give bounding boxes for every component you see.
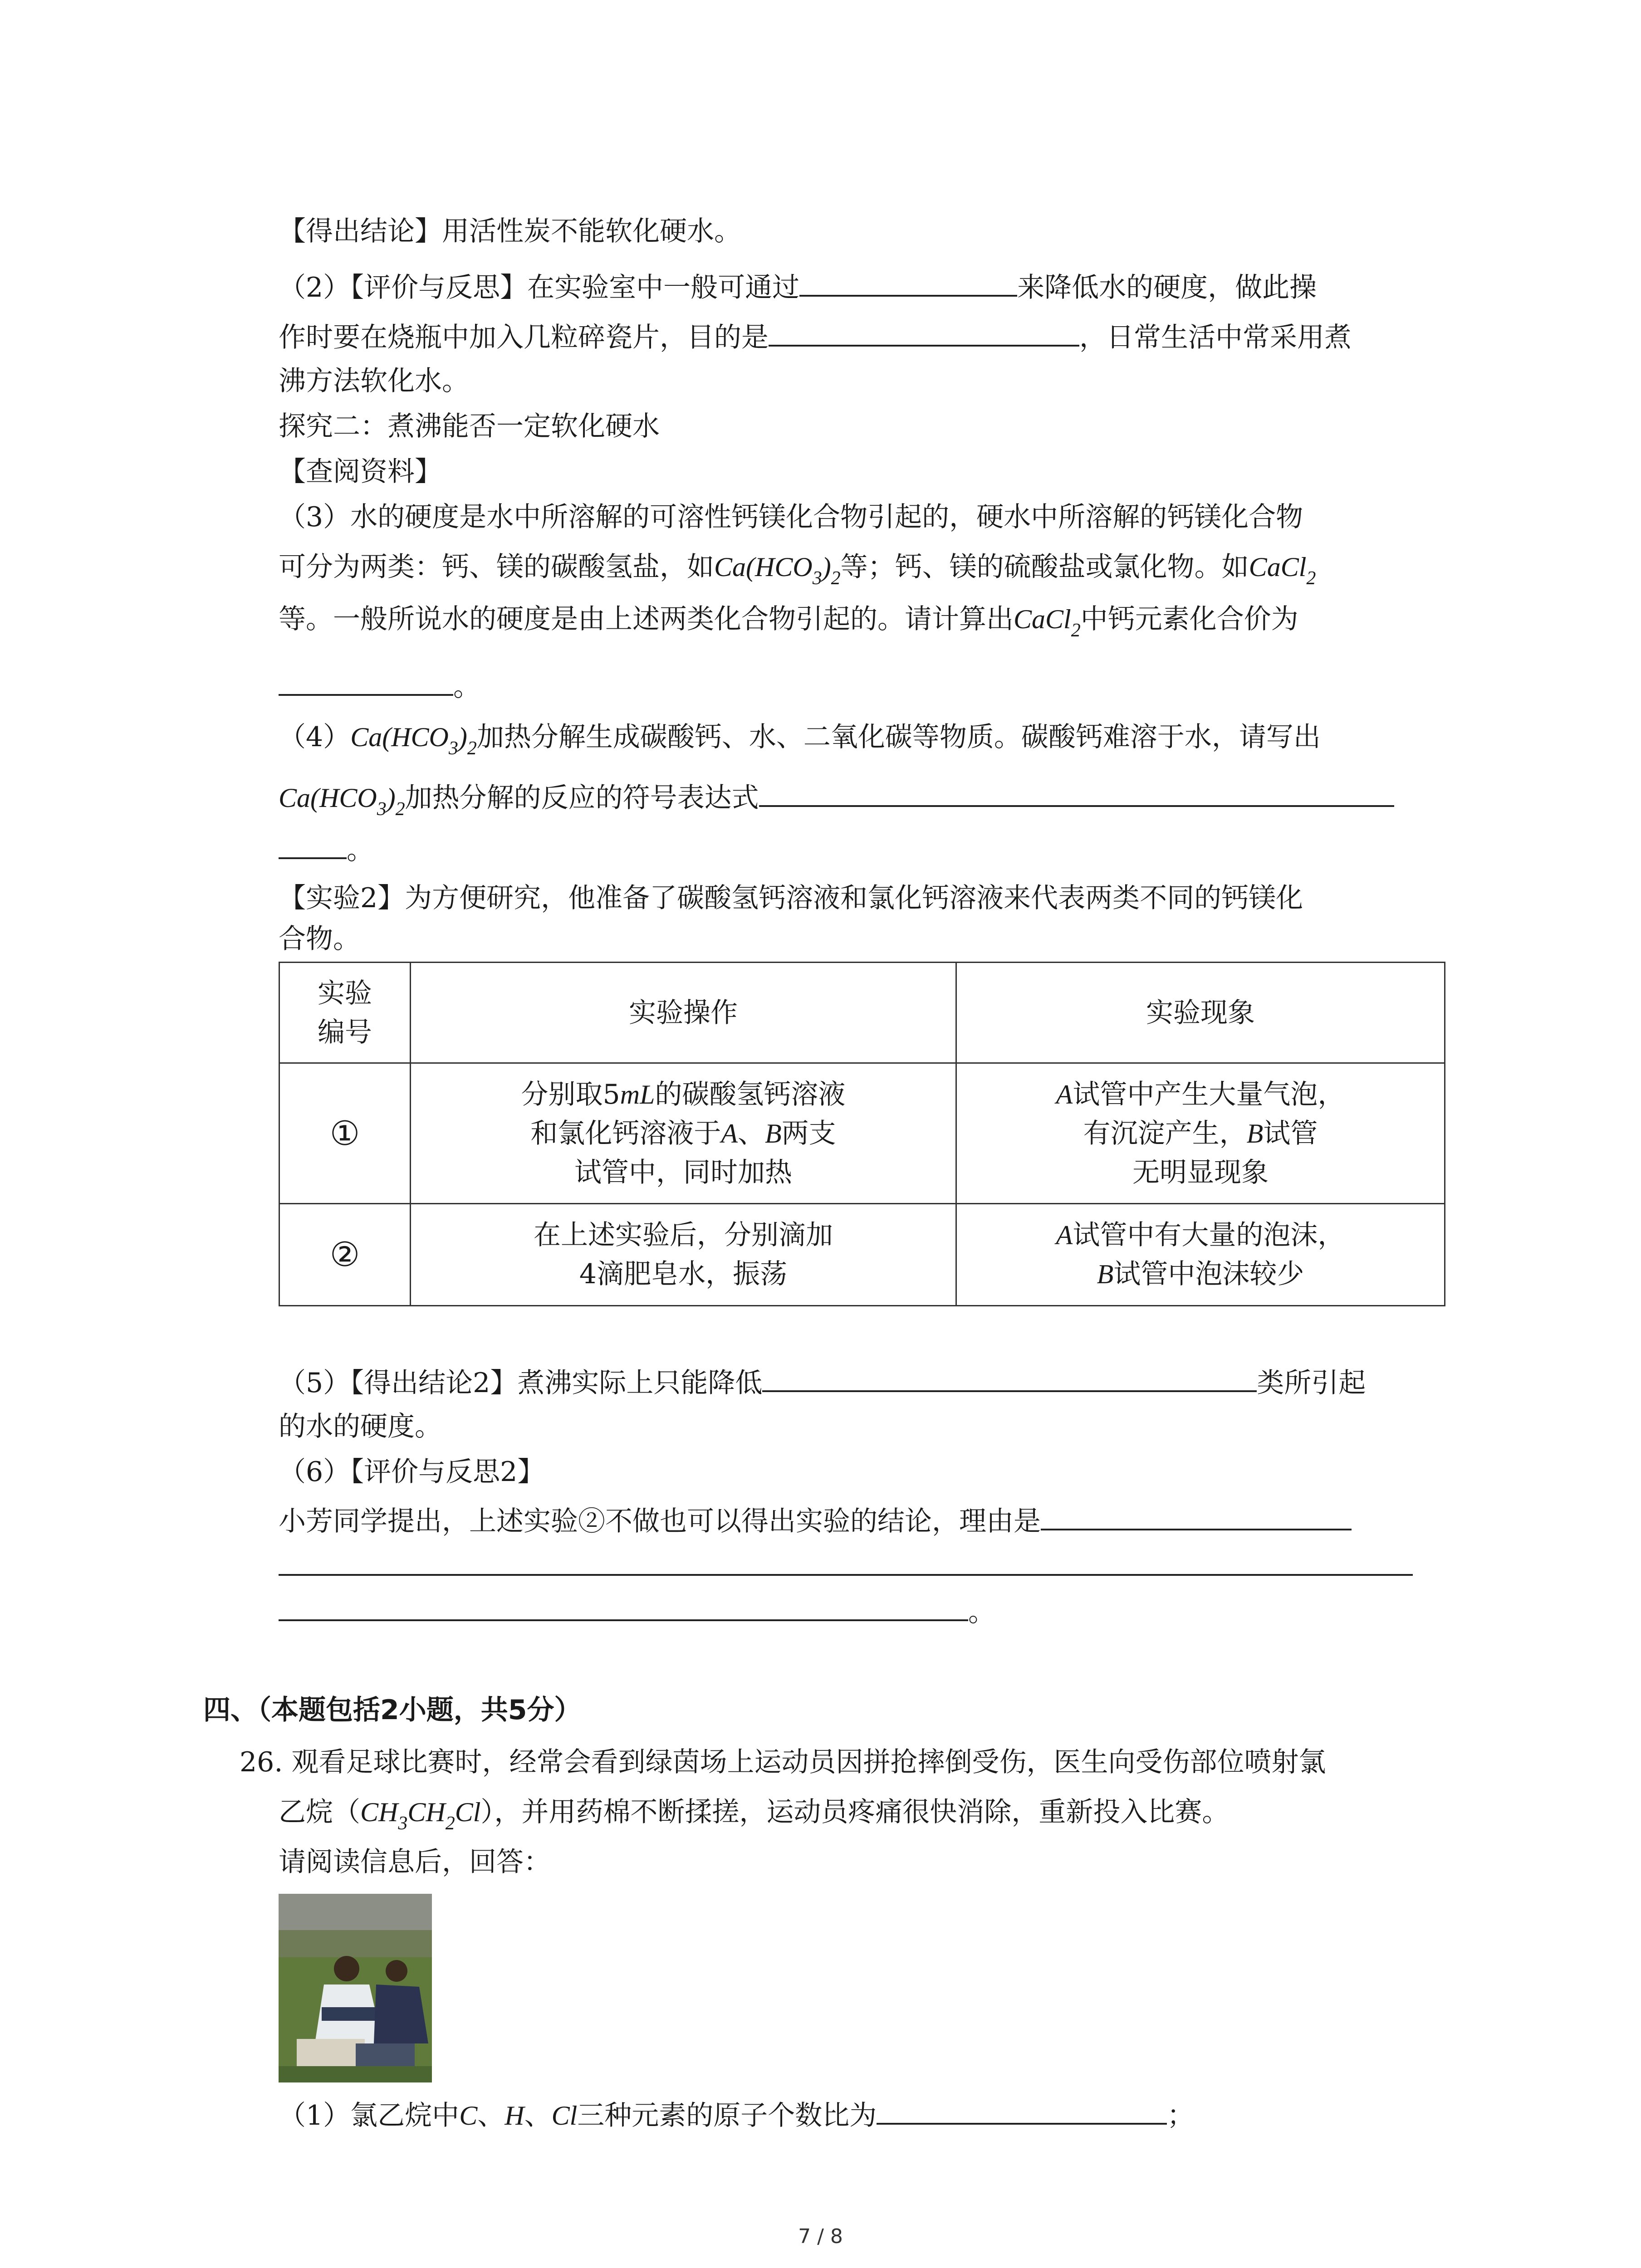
answer-line[interactable] [279, 1574, 1413, 1576]
row-number: ① [279, 1063, 411, 1204]
question-5-line-1: （5）【得出结论2】煮沸实际上只能降低 类所引起 [279, 1363, 1366, 1401]
question-2-line-1: （2）【评价与反思】在实验室中一般可通过 来降低水的硬度，做此操 [279, 268, 1317, 306]
conclusion-1: 【得出结论】用活性炭不能软化硬水。 [279, 215, 741, 247]
question-26-sub-1: （1）氯乙烷中C、H、Cl三种元素的原子个数比为 ； [279, 2096, 1194, 2134]
answer-blank[interactable] [279, 1592, 968, 1621]
row-phenomenon: A试管中产生大量气泡， 有沉淀产生，B试管 无明显现象 [956, 1063, 1445, 1204]
experiment-2-line-1: 【实验2】为方便研究，他准备了碳酸氢钙溶液和氯化钙溶液来代表两类不同的钙镁化 [279, 882, 1303, 914]
page-number: 7 / 8 [798, 2225, 843, 2248]
question-26-line-3: 请阅读信息后，回答： [279, 1846, 551, 1878]
experiment-table [279, 962, 1445, 1306]
answer-blank[interactable] [877, 2096, 1167, 2125]
question-26-line-1: 26. 观看足球比赛时，经常会看到绿茵场上运动员因拼抢摔倒受伤，医生向受伤部位喷射氯 [240, 1746, 1326, 1778]
answer-blank[interactable] [1041, 1501, 1352, 1530]
answer-blank[interactable] [279, 667, 453, 696]
table-row [279, 1204, 1445, 1306]
reference-heading: 【查阅资料】 [279, 456, 442, 488]
question-6-line-3: 。 [279, 1592, 995, 1630]
header-cell-phenomenon: 实验现象 [956, 963, 1445, 1063]
answer-blank[interactable] [762, 1363, 1257, 1392]
football-injury-photo [279, 1894, 432, 2082]
section-4-heading: 四、（本题包括2小题，共5分） [203, 1694, 582, 1726]
answer-blank[interactable] [769, 318, 1079, 347]
experiment-2-line-2: 合物。 [279, 923, 360, 955]
question-3-line-3: 等。一般所说水的硬度是由上述两类化合物引起的。请计算出CaCl$_2$中钙元素化合价为 [279, 603, 1298, 641]
answer-blank[interactable] [279, 830, 347, 859]
question-4-line-2: $Ca(HCO_3)_2$加热分解的反应的符号表达式 [279, 778, 1394, 819]
table-header-row [279, 963, 1445, 1063]
question-3-line-1: （3）水的硬度是水中所溶解的可溶性钙镁化合物引起的，硬水中所溶解的钙镁化合物 [279, 501, 1303, 533]
question-6-line-1: 小芳同学提出，上述实验②不做也可以得出实验的结论，理由是 [279, 1501, 1352, 1540]
row-operation: 在上述实验后，分别滴加 4滴肥皂水，振荡 [411, 1204, 956, 1306]
question-5-line-2: 的水的硬度。 [279, 1411, 442, 1442]
answer-blank[interactable] [759, 778, 1394, 807]
question-3-line-2: 可分为两类：钙、镁的碳酸氢盐，如$Ca(HCO_3)_2$等；钙、镁的硫酸盐或氯化物。如CaCl$_2$ [279, 551, 1316, 589]
question-2-line-3: 沸方法软化水。 [279, 365, 469, 397]
question-26-line-2: 乙烷$(CH_3CH_2Cl)$，并用药棉不断揉搓，运动员疼痛很快消除，重新投入比赛。 [279, 1796, 1230, 1834]
question-4-line-3: 。 [279, 830, 374, 868]
section-explore-2: 探究二：煮沸能否一定软化硬水 [279, 411, 660, 442]
header-cell-number: 实验 编号 [279, 963, 411, 1063]
question-2-line-2: 作时要在烧瓶中加入几粒碎瓷片，目的是 ，日常生活中常采用煮 [279, 318, 1352, 356]
row-operation: 分别取5mL的碳酸氢钙溶液 和氯化钙溶液于A、B两支 试管中，同时加热 [411, 1063, 956, 1204]
question-3-line-4: 。 [279, 667, 480, 705]
question-6-heading: （6）【评价与反思2】 [279, 1456, 545, 1488]
answer-blank[interactable] [799, 268, 1017, 297]
table-row [279, 1063, 1445, 1204]
header-cell-operation: 实验操作 [411, 963, 956, 1063]
row-number: ② [279, 1204, 411, 1306]
row-phenomenon: A试管中有大量的泡沫， B试管中泡沫较少 [956, 1204, 1445, 1306]
question-4-line-1: $(4)Ca(HCO_3)_2$加热分解生成碳酸钙、水、二氧化碳等物质。碳酸钙难溶于水，请写出 [279, 721, 1321, 759]
